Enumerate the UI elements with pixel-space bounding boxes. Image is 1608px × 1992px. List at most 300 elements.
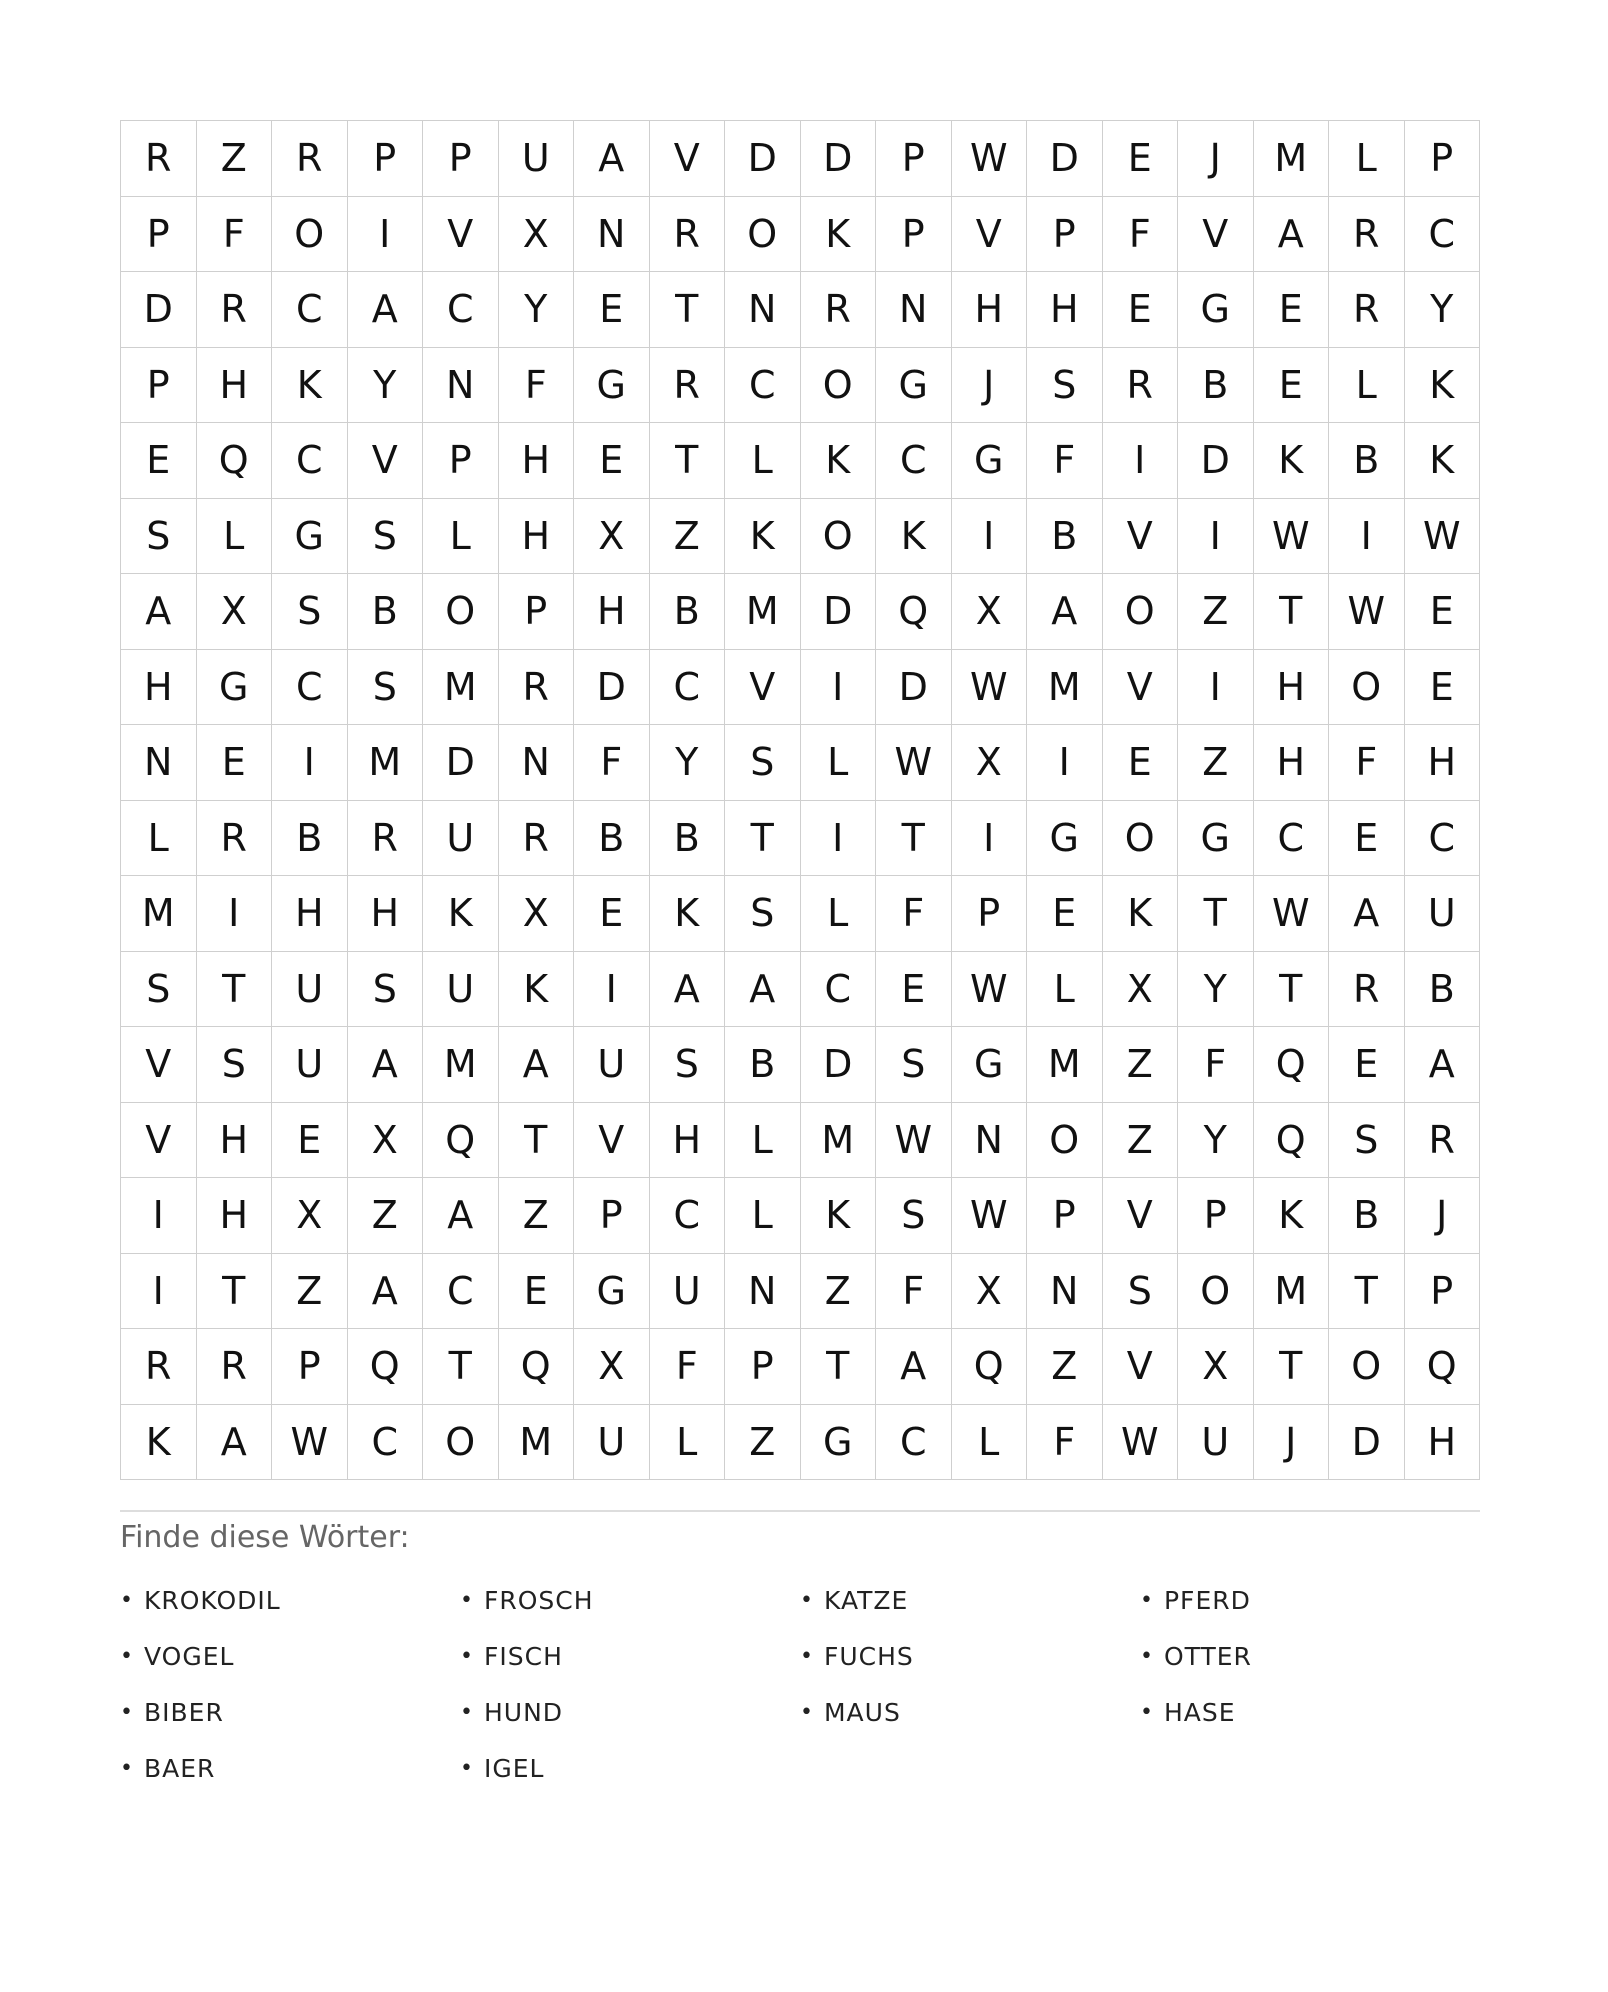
grid-cell[interactable]: C bbox=[650, 1178, 726, 1254]
grid-cell[interactable]: Q bbox=[499, 1329, 575, 1405]
grid-cell[interactable]: M bbox=[1254, 1254, 1330, 1330]
grid-cell[interactable]: T bbox=[1178, 876, 1254, 952]
grid-cell[interactable]: K bbox=[801, 1178, 877, 1254]
grid-cell[interactable]: J bbox=[1178, 121, 1254, 197]
grid-cell[interactable]: D bbox=[1027, 121, 1103, 197]
grid-cell[interactable]: M bbox=[1027, 1027, 1103, 1103]
grid-cell[interactable]: D bbox=[1178, 423, 1254, 499]
grid-cell[interactable]: C bbox=[348, 1405, 424, 1481]
grid-cell[interactable]: Z bbox=[499, 1178, 575, 1254]
grid-cell[interactable]: O bbox=[801, 348, 877, 424]
grid-cell[interactable]: R bbox=[197, 801, 273, 877]
grid-cell[interactable]: Z bbox=[725, 1405, 801, 1481]
grid-cell[interactable]: Z bbox=[1103, 1103, 1179, 1179]
grid-cell[interactable]: S bbox=[876, 1027, 952, 1103]
grid-cell[interactable]: Z bbox=[1027, 1329, 1103, 1405]
grid-cell[interactable]: P bbox=[121, 197, 197, 273]
grid-cell[interactable]: L bbox=[423, 499, 499, 575]
grid-cell[interactable]: S bbox=[121, 499, 197, 575]
grid-cell[interactable]: F bbox=[197, 197, 273, 273]
grid-cell[interactable]: H bbox=[348, 876, 424, 952]
grid-cell[interactable]: Y bbox=[650, 725, 726, 801]
grid-cell[interactable]: A bbox=[876, 1329, 952, 1405]
grid-cell[interactable]: V bbox=[725, 650, 801, 726]
grid-cell[interactable]: F bbox=[876, 876, 952, 952]
grid-cell[interactable]: K bbox=[121, 1405, 197, 1481]
grid-cell[interactable]: I bbox=[197, 876, 273, 952]
grid-cell[interactable]: M bbox=[725, 574, 801, 650]
grid-cell[interactable]: W bbox=[952, 1178, 1028, 1254]
grid-cell[interactable]: Y bbox=[1178, 952, 1254, 1028]
grid-cell[interactable]: D bbox=[574, 650, 650, 726]
grid-cell[interactable]: N bbox=[121, 725, 197, 801]
grid-cell[interactable]: U bbox=[423, 952, 499, 1028]
grid-cell[interactable]: A bbox=[348, 272, 424, 348]
grid-cell[interactable]: G bbox=[272, 499, 348, 575]
grid-cell[interactable]: S bbox=[1027, 348, 1103, 424]
grid-cell[interactable]: R bbox=[121, 1329, 197, 1405]
grid-cell[interactable]: P bbox=[1405, 1254, 1481, 1330]
grid-cell[interactable]: E bbox=[499, 1254, 575, 1330]
grid-cell[interactable]: H bbox=[272, 876, 348, 952]
grid-cell[interactable]: L bbox=[725, 423, 801, 499]
grid-cell[interactable]: I bbox=[272, 725, 348, 801]
grid-cell[interactable]: M bbox=[1027, 650, 1103, 726]
grid-cell[interactable]: X bbox=[499, 876, 575, 952]
grid-cell[interactable]: R bbox=[1405, 1103, 1481, 1179]
grid-cell[interactable]: Y bbox=[1178, 1103, 1254, 1179]
grid-cell[interactable]: V bbox=[1103, 1329, 1179, 1405]
grid-cell[interactable]: R bbox=[801, 272, 877, 348]
grid-cell[interactable]: F bbox=[1329, 725, 1405, 801]
grid-cell[interactable]: P bbox=[876, 197, 952, 273]
grid-cell[interactable]: O bbox=[1103, 801, 1179, 877]
grid-cell[interactable]: B bbox=[1405, 952, 1481, 1028]
grid-cell[interactable]: D bbox=[725, 121, 801, 197]
grid-cell[interactable]: I bbox=[1027, 725, 1103, 801]
grid-cell[interactable]: B bbox=[650, 574, 726, 650]
grid-cell[interactable]: T bbox=[423, 1329, 499, 1405]
grid-cell[interactable]: R bbox=[1103, 348, 1179, 424]
grid-cell[interactable]: O bbox=[1103, 574, 1179, 650]
grid-cell[interactable]: O bbox=[1178, 1254, 1254, 1330]
grid-cell[interactable]: X bbox=[499, 197, 575, 273]
grid-cell[interactable]: K bbox=[801, 423, 877, 499]
grid-cell[interactable]: T bbox=[197, 1254, 273, 1330]
grid-cell[interactable]: C bbox=[1405, 197, 1481, 273]
grid-cell[interactable]: L bbox=[650, 1405, 726, 1481]
grid-cell[interactable]: F bbox=[1027, 423, 1103, 499]
grid-cell[interactable]: V bbox=[952, 197, 1028, 273]
grid-cell[interactable]: S bbox=[876, 1178, 952, 1254]
grid-cell[interactable]: H bbox=[121, 650, 197, 726]
grid-cell[interactable]: X bbox=[197, 574, 273, 650]
grid-cell[interactable]: S bbox=[348, 499, 424, 575]
grid-cell[interactable]: Q bbox=[876, 574, 952, 650]
grid-cell[interactable]: R bbox=[499, 650, 575, 726]
grid-cell[interactable]: R bbox=[650, 348, 726, 424]
grid-cell[interactable]: K bbox=[1405, 348, 1481, 424]
grid-cell[interactable]: X bbox=[1103, 952, 1179, 1028]
grid-cell[interactable]: D bbox=[801, 574, 877, 650]
grid-cell[interactable]: T bbox=[1254, 574, 1330, 650]
grid-cell[interactable]: K bbox=[650, 876, 726, 952]
grid-cell[interactable]: S bbox=[121, 952, 197, 1028]
grid-cell[interactable]: I bbox=[1103, 423, 1179, 499]
grid-cell[interactable]: N bbox=[499, 725, 575, 801]
grid-cell[interactable]: E bbox=[1103, 725, 1179, 801]
grid-cell[interactable]: A bbox=[1405, 1027, 1481, 1103]
grid-cell[interactable]: B bbox=[1329, 423, 1405, 499]
grid-cell[interactable]: V bbox=[1103, 499, 1179, 575]
grid-cell[interactable]: K bbox=[801, 197, 877, 273]
grid-cell[interactable]: E bbox=[574, 272, 650, 348]
grid-cell[interactable]: Z bbox=[197, 121, 273, 197]
grid-cell[interactable]: H bbox=[197, 1103, 273, 1179]
grid-cell[interactable]: V bbox=[121, 1027, 197, 1103]
grid-cell[interactable]: X bbox=[272, 1178, 348, 1254]
grid-cell[interactable]: H bbox=[499, 423, 575, 499]
grid-cell[interactable]: X bbox=[348, 1103, 424, 1179]
grid-cell[interactable]: N bbox=[725, 1254, 801, 1330]
grid-cell[interactable]: J bbox=[952, 348, 1028, 424]
grid-cell[interactable]: E bbox=[1329, 801, 1405, 877]
grid-cell[interactable]: A bbox=[423, 1178, 499, 1254]
grid-cell[interactable]: L bbox=[801, 876, 877, 952]
grid-cell[interactable]: J bbox=[1254, 1405, 1330, 1481]
grid-cell[interactable]: I bbox=[348, 197, 424, 273]
grid-cell[interactable]: E bbox=[1405, 650, 1481, 726]
grid-cell[interactable]: I bbox=[574, 952, 650, 1028]
grid-cell[interactable]: H bbox=[1405, 725, 1481, 801]
grid-cell[interactable]: D bbox=[801, 121, 877, 197]
grid-cell[interactable]: C bbox=[272, 423, 348, 499]
grid-cell[interactable]: K bbox=[1405, 423, 1481, 499]
grid-cell[interactable]: E bbox=[1254, 348, 1330, 424]
grid-cell[interactable]: W bbox=[952, 121, 1028, 197]
grid-cell[interactable]: I bbox=[121, 1254, 197, 1330]
grid-cell[interactable]: V bbox=[1103, 650, 1179, 726]
grid-cell[interactable]: K bbox=[1254, 423, 1330, 499]
grid-cell[interactable]: C bbox=[1405, 801, 1481, 877]
grid-cell[interactable]: U bbox=[499, 121, 575, 197]
grid-cell[interactable]: Q bbox=[1254, 1027, 1330, 1103]
grid-cell[interactable]: G bbox=[574, 1254, 650, 1330]
grid-cell[interactable]: R bbox=[197, 1329, 273, 1405]
grid-cell[interactable]: M bbox=[348, 725, 424, 801]
grid-cell[interactable]: G bbox=[574, 348, 650, 424]
grid-cell[interactable]: S bbox=[348, 650, 424, 726]
grid-cell[interactable]: O bbox=[1027, 1103, 1103, 1179]
grid-cell[interactable]: K bbox=[272, 348, 348, 424]
grid-cell[interactable]: U bbox=[574, 1027, 650, 1103]
grid-cell[interactable]: K bbox=[423, 876, 499, 952]
grid-cell[interactable]: W bbox=[876, 725, 952, 801]
grid-cell[interactable]: C bbox=[801, 952, 877, 1028]
grid-cell[interactable]: T bbox=[197, 952, 273, 1028]
grid-cell[interactable]: A bbox=[499, 1027, 575, 1103]
grid-cell[interactable]: K bbox=[876, 499, 952, 575]
grid-cell[interactable]: H bbox=[499, 499, 575, 575]
grid-cell[interactable]: I bbox=[801, 650, 877, 726]
grid-cell[interactable]: P bbox=[725, 1329, 801, 1405]
grid-cell[interactable]: B bbox=[1329, 1178, 1405, 1254]
grid-cell[interactable]: P bbox=[1027, 1178, 1103, 1254]
grid-cell[interactable]: X bbox=[952, 725, 1028, 801]
grid-cell[interactable]: L bbox=[1027, 952, 1103, 1028]
grid-cell[interactable]: S bbox=[650, 1027, 726, 1103]
grid-cell[interactable]: S bbox=[348, 952, 424, 1028]
grid-cell[interactable]: X bbox=[574, 1329, 650, 1405]
grid-cell[interactable]: H bbox=[952, 272, 1028, 348]
grid-cell[interactable]: U bbox=[272, 952, 348, 1028]
grid-cell[interactable]: D bbox=[423, 725, 499, 801]
grid-cell[interactable]: E bbox=[876, 952, 952, 1028]
grid-cell[interactable]: P bbox=[1405, 121, 1481, 197]
grid-cell[interactable]: C bbox=[876, 1405, 952, 1481]
grid-cell[interactable]: N bbox=[1027, 1254, 1103, 1330]
grid-cell[interactable]: A bbox=[348, 1027, 424, 1103]
grid-cell[interactable]: C bbox=[876, 423, 952, 499]
grid-cell[interactable]: O bbox=[725, 197, 801, 273]
grid-cell[interactable]: F bbox=[1027, 1405, 1103, 1481]
grid-cell[interactable]: M bbox=[423, 1027, 499, 1103]
grid-cell[interactable]: W bbox=[1329, 574, 1405, 650]
grid-cell[interactable]: G bbox=[952, 423, 1028, 499]
grid-cell[interactable]: N bbox=[725, 272, 801, 348]
grid-cell[interactable]: L bbox=[952, 1405, 1028, 1481]
grid-cell[interactable]: I bbox=[121, 1178, 197, 1254]
grid-cell[interactable]: U bbox=[423, 801, 499, 877]
grid-cell[interactable]: V bbox=[348, 423, 424, 499]
grid-cell[interactable]: X bbox=[1178, 1329, 1254, 1405]
grid-cell[interactable]: A bbox=[1254, 197, 1330, 273]
grid-cell[interactable]: Q bbox=[423, 1103, 499, 1179]
grid-cell[interactable]: M bbox=[1254, 121, 1330, 197]
grid-cell[interactable]: D bbox=[121, 272, 197, 348]
grid-cell[interactable]: C bbox=[272, 272, 348, 348]
grid-cell[interactable]: Q bbox=[1254, 1103, 1330, 1179]
grid-cell[interactable]: H bbox=[197, 348, 273, 424]
grid-cell[interactable]: H bbox=[574, 574, 650, 650]
grid-cell[interactable]: Y bbox=[1405, 272, 1481, 348]
grid-cell[interactable]: T bbox=[650, 272, 726, 348]
grid-cell[interactable]: R bbox=[121, 121, 197, 197]
grid-cell[interactable]: Q bbox=[1405, 1329, 1481, 1405]
grid-cell[interactable]: G bbox=[1178, 801, 1254, 877]
grid-cell[interactable]: T bbox=[1254, 1329, 1330, 1405]
grid-cell[interactable]: A bbox=[650, 952, 726, 1028]
grid-cell[interactable]: T bbox=[1254, 952, 1330, 1028]
grid-cell[interactable]: U bbox=[272, 1027, 348, 1103]
grid-cell[interactable]: Q bbox=[197, 423, 273, 499]
grid-cell[interactable]: H bbox=[1405, 1405, 1481, 1481]
grid-cell[interactable]: R bbox=[650, 197, 726, 273]
grid-cell[interactable]: U bbox=[650, 1254, 726, 1330]
grid-cell[interactable]: T bbox=[725, 801, 801, 877]
grid-cell[interactable]: F bbox=[876, 1254, 952, 1330]
grid-cell[interactable]: H bbox=[1254, 725, 1330, 801]
grid-cell[interactable]: D bbox=[801, 1027, 877, 1103]
grid-cell[interactable]: B bbox=[725, 1027, 801, 1103]
grid-cell[interactable]: R bbox=[1329, 952, 1405, 1028]
grid-cell[interactable]: E bbox=[1103, 121, 1179, 197]
grid-cell[interactable]: P bbox=[1027, 197, 1103, 273]
grid-cell[interactable]: Z bbox=[650, 499, 726, 575]
grid-cell[interactable]: U bbox=[1178, 1405, 1254, 1481]
grid-cell[interactable]: E bbox=[1027, 876, 1103, 952]
grid-cell[interactable]: O bbox=[801, 499, 877, 575]
grid-cell[interactable]: K bbox=[1254, 1178, 1330, 1254]
grid-cell[interactable]: O bbox=[423, 1405, 499, 1481]
grid-cell[interactable]: A bbox=[121, 574, 197, 650]
grid-cell[interactable]: T bbox=[801, 1329, 877, 1405]
grid-cell[interactable]: P bbox=[574, 1178, 650, 1254]
grid-cell[interactable]: L bbox=[801, 725, 877, 801]
grid-cell[interactable]: H bbox=[197, 1178, 273, 1254]
grid-cell[interactable]: Y bbox=[499, 272, 575, 348]
grid-cell[interactable]: B bbox=[650, 801, 726, 877]
grid-cell[interactable]: A bbox=[574, 121, 650, 197]
grid-cell[interactable]: S bbox=[725, 876, 801, 952]
grid-cell[interactable]: L bbox=[197, 499, 273, 575]
grid-cell[interactable]: W bbox=[1254, 499, 1330, 575]
grid-cell[interactable]: M bbox=[499, 1405, 575, 1481]
grid-cell[interactable]: B bbox=[1178, 348, 1254, 424]
grid-cell[interactable]: P bbox=[121, 348, 197, 424]
grid-cell[interactable]: F bbox=[499, 348, 575, 424]
grid-cell[interactable]: X bbox=[952, 1254, 1028, 1330]
grid-cell[interactable]: T bbox=[650, 423, 726, 499]
grid-cell[interactable]: W bbox=[1254, 876, 1330, 952]
grid-cell[interactable]: M bbox=[423, 650, 499, 726]
grid-cell[interactable]: N bbox=[952, 1103, 1028, 1179]
grid-cell[interactable]: Z bbox=[1178, 574, 1254, 650]
grid-cell[interactable]: E bbox=[121, 423, 197, 499]
grid-cell[interactable]: Z bbox=[272, 1254, 348, 1330]
grid-cell[interactable]: F bbox=[1178, 1027, 1254, 1103]
grid-cell[interactable]: L bbox=[1329, 121, 1405, 197]
grid-cell[interactable]: E bbox=[1103, 272, 1179, 348]
grid-cell[interactable]: N bbox=[423, 348, 499, 424]
grid-cell[interactable]: S bbox=[1103, 1254, 1179, 1330]
grid-cell[interactable]: S bbox=[272, 574, 348, 650]
grid-cell[interactable]: X bbox=[952, 574, 1028, 650]
grid-cell[interactable]: Z bbox=[801, 1254, 877, 1330]
grid-cell[interactable]: M bbox=[801, 1103, 877, 1179]
grid-cell[interactable]: F bbox=[574, 725, 650, 801]
grid-cell[interactable]: V bbox=[650, 121, 726, 197]
grid-cell[interactable]: K bbox=[499, 952, 575, 1028]
grid-cell[interactable]: E bbox=[574, 423, 650, 499]
grid-cell[interactable]: L bbox=[725, 1178, 801, 1254]
grid-cell[interactable]: O bbox=[272, 197, 348, 273]
grid-cell[interactable]: E bbox=[1405, 574, 1481, 650]
grid-cell[interactable]: S bbox=[1329, 1103, 1405, 1179]
grid-cell[interactable]: E bbox=[574, 876, 650, 952]
grid-cell[interactable]: U bbox=[1405, 876, 1481, 952]
grid-cell[interactable]: F bbox=[1103, 197, 1179, 273]
grid-cell[interactable]: W bbox=[272, 1405, 348, 1481]
grid-cell[interactable]: W bbox=[1405, 499, 1481, 575]
grid-cell[interactable]: G bbox=[801, 1405, 877, 1481]
grid-cell[interactable]: E bbox=[197, 725, 273, 801]
grid-cell[interactable]: B bbox=[272, 801, 348, 877]
grid-cell[interactable]: U bbox=[574, 1405, 650, 1481]
grid-cell[interactable]: H bbox=[1027, 272, 1103, 348]
grid-cell[interactable]: C bbox=[423, 1254, 499, 1330]
grid-cell[interactable]: F bbox=[650, 1329, 726, 1405]
grid-cell[interactable]: R bbox=[499, 801, 575, 877]
grid-cell[interactable]: I bbox=[1329, 499, 1405, 575]
grid-cell[interactable]: J bbox=[1405, 1178, 1481, 1254]
grid-cell[interactable]: L bbox=[725, 1103, 801, 1179]
grid-cell[interactable]: Q bbox=[952, 1329, 1028, 1405]
grid-cell[interactable]: P bbox=[348, 121, 424, 197]
grid-cell[interactable]: P bbox=[423, 121, 499, 197]
grid-cell[interactable]: V bbox=[574, 1103, 650, 1179]
grid-cell[interactable]: G bbox=[197, 650, 273, 726]
grid-cell[interactable]: P bbox=[499, 574, 575, 650]
grid-cell[interactable]: I bbox=[1178, 650, 1254, 726]
grid-cell[interactable]: G bbox=[876, 348, 952, 424]
grid-cell[interactable]: V bbox=[423, 197, 499, 273]
grid-cell[interactable]: T bbox=[1329, 1254, 1405, 1330]
grid-cell[interactable]: L bbox=[121, 801, 197, 877]
grid-cell[interactable]: W bbox=[1103, 1405, 1179, 1481]
grid-cell[interactable]: B bbox=[348, 574, 424, 650]
grid-cell[interactable]: R bbox=[1329, 272, 1405, 348]
grid-cell[interactable]: W bbox=[952, 952, 1028, 1028]
grid-cell[interactable]: P bbox=[876, 121, 952, 197]
grid-cell[interactable]: W bbox=[876, 1103, 952, 1179]
grid-cell[interactable]: G bbox=[952, 1027, 1028, 1103]
grid-cell[interactable]: H bbox=[650, 1103, 726, 1179]
grid-cell[interactable]: C bbox=[725, 348, 801, 424]
grid-cell[interactable]: D bbox=[1329, 1405, 1405, 1481]
grid-cell[interactable]: R bbox=[348, 801, 424, 877]
grid-cell[interactable]: Z bbox=[348, 1178, 424, 1254]
grid-cell[interactable]: E bbox=[1254, 272, 1330, 348]
grid-cell[interactable]: E bbox=[272, 1103, 348, 1179]
grid-cell[interactable]: I bbox=[801, 801, 877, 877]
grid-cell[interactable]: V bbox=[1178, 197, 1254, 273]
grid-cell[interactable]: P bbox=[952, 876, 1028, 952]
grid-cell[interactable]: I bbox=[952, 499, 1028, 575]
grid-cell[interactable]: N bbox=[574, 197, 650, 273]
grid-cell[interactable]: R bbox=[272, 121, 348, 197]
grid-cell[interactable]: A bbox=[197, 1405, 273, 1481]
grid-cell[interactable]: O bbox=[1329, 650, 1405, 726]
grid-cell[interactable]: Z bbox=[1178, 725, 1254, 801]
grid-cell[interactable]: O bbox=[423, 574, 499, 650]
grid-cell[interactable]: I bbox=[952, 801, 1028, 877]
grid-cell[interactable]: G bbox=[1027, 801, 1103, 877]
grid-cell[interactable]: P bbox=[423, 423, 499, 499]
grid-cell[interactable]: N bbox=[876, 272, 952, 348]
grid-cell[interactable]: B bbox=[574, 801, 650, 877]
grid-cell[interactable]: Z bbox=[1103, 1027, 1179, 1103]
grid-cell[interactable]: E bbox=[1329, 1027, 1405, 1103]
grid-cell[interactable]: G bbox=[1178, 272, 1254, 348]
grid-cell[interactable]: Q bbox=[348, 1329, 424, 1405]
grid-cell[interactable]: V bbox=[121, 1103, 197, 1179]
grid-cell[interactable]: O bbox=[1329, 1329, 1405, 1405]
grid-cell[interactable]: I bbox=[1178, 499, 1254, 575]
grid-cell[interactable]: P bbox=[272, 1329, 348, 1405]
grid-cell[interactable]: P bbox=[1178, 1178, 1254, 1254]
grid-cell[interactable]: C bbox=[423, 272, 499, 348]
